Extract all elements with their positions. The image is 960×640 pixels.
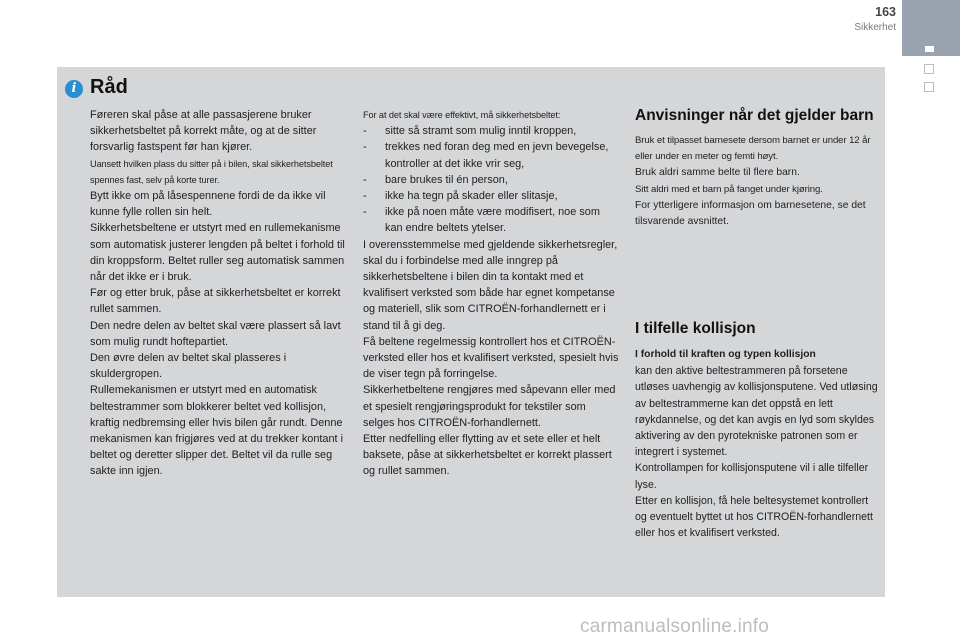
list-item: - bare brukes til én person, xyxy=(363,172,619,188)
advice-column-1 xyxy=(90,107,346,480)
collision-section xyxy=(635,347,882,541)
list-intro: For at det skal være effektivt, må sikkerhetsbeltet: xyxy=(363,110,561,120)
paragraph: Uansett hvilken plass du sitter på i bilen, skal sikkerhetsbeltet spennes fast, selv på korte turer. xyxy=(90,158,333,185)
paragraph: Etter nedfelling eller flytting av et sete eller et helt baksete, påse at sikkerhetsbeltet er korrekt plassert og rullet sammen. xyxy=(363,433,612,478)
list-item: - trekkes ned foran deg med en jevn bevegelse, kontroller at det ikke vrir seg, xyxy=(363,139,619,171)
paragraph: Sitt aldri med et barn på fanget under kjøring. xyxy=(635,183,823,195)
paragraph: For ytterligere informasjon om barnesetene, se det tilsvarende avsnittet. xyxy=(635,199,866,228)
children-heading: Anvisninger når det gjelder barn xyxy=(635,107,874,124)
paragraph: Sikkerhetsbeltene er utstyrt med en rullemekanisme som automatisk justerer lengden på beltet i forhold til din kroppsform. Beltet ruller seg automatisk sammen når det ikke er i bruk. xyxy=(90,222,345,284)
paragraph: Føreren skal påse at alle passasjerene bruker sikkerhetsbeltet på korrekt måte, og at de sitter forsvarlig fastspent før han kjører. xyxy=(90,109,317,154)
collision-heading: I tilfelle kollisjon xyxy=(635,320,756,337)
paragraph: Rullemekanismen er utstyrt med en automatisk beltestrammer som blokkerer beltet ved kollisjon, kraftig nedbremsing eller hvis bilen går rundt. Denne mekanismen kan frigjøres ved at du trekker kontant i beltet og deretter slipper det. Beltet vil da rulle seg sakte inn igjen. xyxy=(90,384,344,478)
paragraph: Bruk aldri samme belte til flere barn. xyxy=(635,167,800,179)
paragraph: Bytt ikke om på låsespennene fordi de da ikke vil kunne fylle rollen sin helt. xyxy=(90,190,326,219)
page-number: 163 xyxy=(875,5,896,19)
section-tab[interactable] xyxy=(924,64,934,74)
paragraph: I overensstemmelse med gjeldende sikkerhetsregler, skal du i forbindelse med alle inngrep på sikkerhetsbeltene i bilen din ta kontakt med et kvalifisert verksted som både har egnet kompetanse og materiell, slik som CITROËN-forhandlernett er i stand til å gi deg. xyxy=(363,238,618,332)
section-tab-marker xyxy=(925,46,934,52)
paragraph: Sikkerhetbeltene rengjøres med såpevann eller med et spesielt rengjøringsprodukt for tekstiler som selges hos CITROËN-forhandlernett. xyxy=(363,384,616,429)
paragraph: Etter en kollisjon, få hele beltesystemet kontrollert og eventuelt byttet ut hos CITROËN-forhandlernett eller hos et kvalifisert verksted. xyxy=(635,494,873,540)
list-item: - ikke ha tegn på skader eller slitasje, xyxy=(363,188,619,204)
advice-column-2 xyxy=(363,107,619,480)
paragraph: Kontrollampen for kollisjonsputene vil i alle tilfeller lyse. xyxy=(635,462,869,491)
watermark: carmanualsonline.info xyxy=(580,616,770,637)
list-item: - sitte så stramt som mulig inntil kroppen, xyxy=(363,123,619,139)
paragraph: Før og etter bruk, påse at sikkerhetsbeltet er korrekt rullet sammen. xyxy=(90,287,341,316)
children-section xyxy=(635,107,882,230)
paragraph: kan den aktive beltestrammeren på forsetene utløses uavhengig av kollisjonsputene. Ved utløsing av beltestrammerne kan det oppstå en lett røykdannelse, og det kan avgis en lyd som skyldes aktivering av den pyrotekniske patronen som er integrert i systemet. xyxy=(635,365,878,459)
paragraph: Få beltene regelmessig kontrollert hos et CITROËN-verksted eller hos et kvalifisert verksted, spesielt hvis de viser tegn på forringelse. xyxy=(363,335,619,381)
paragraph: Bruk et tilpasset barnesete dersom barnet er under 12 år eller under en meter og femti høyt. xyxy=(635,135,871,163)
section-tab[interactable] xyxy=(924,82,934,92)
list-item: - ikke på noen måte være modifisert, noe som kan endre beltets ytelser. xyxy=(363,204,619,236)
section-label: Sikkerhet xyxy=(854,22,896,33)
panel-title: Råd xyxy=(90,76,128,98)
collision-bold-line: I forhold til kraften og typen kollisjon xyxy=(635,349,816,360)
info-icon: i xyxy=(65,80,83,98)
paragraph: Den øvre delen av beltet skal plasseres i skuldergropen. xyxy=(90,352,287,381)
paragraph: Den nedre delen av beltet skal være plassert så lavt som mulig rundt hoftepartiet. xyxy=(90,319,341,348)
